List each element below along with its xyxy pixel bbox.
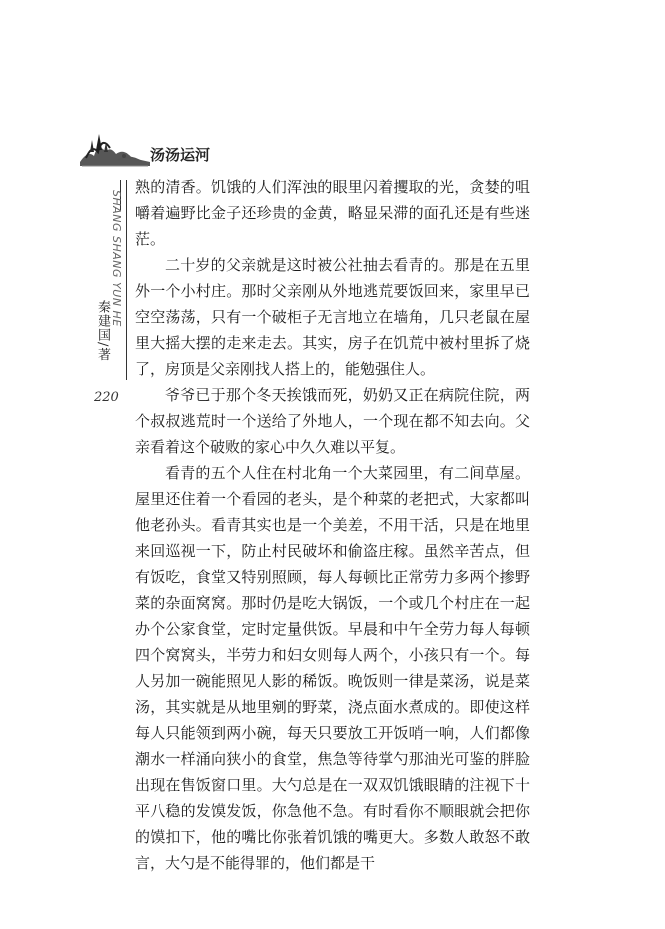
header-ink-landscape-illustration: [80, 122, 150, 170]
paragraph: 二十岁的父亲就是这时被公社抽去看青的。那是在五里外一个小村庄。那时父亲刚从外地逃荒要饭回来，家里早已空空荡荡，只有一个破柜子无言地立在墙角，几只老鼠在屋里大摇大摆的走来走去。其实，房子在饥荒中被村里拆了烧了，房顶是父亲刚找人搭上的，能勉强住人。: [135, 256, 530, 378]
english-running-title: SHANG SHANG YUN HE: [110, 190, 123, 327]
margin-rule: [126, 180, 127, 380]
paragraph: 看青的五个人住在村北角一个大菜园里，有二间草屋。屋里还住着一个看园的老头，是个种菜的老把式，大家都叫他老孙头。看青其实也是一个美差，不用干活，只是在地里来回巡视一下，防止村民破坏和偷盗庄稼。虽然辛苦点，但有饭吃，食堂又特别照顾，每人每顿比正常劳力多两个掺野菜的杂面窝窝。那时仍是吃大锅饭，一个或几个村庄在一起办个公家食堂，定时定量供饭。早晨和中午全劳力每人每顿四个窝窝头，半劳力和妇女则每人两个，小孩只有一个。每人另加一碗能照见人影的稀饭。晚饭则一律是菜汤，说是菜汤，其实就是从地里剜的野菜，浇点面水煮成的。即使这样每人只能领到两小碗，每天只要放工开饭哨一响，人们都像潮水一样涌向狭小的食堂，焦急等待掌勺那油光可鉴的胖脸出现在售饭窗口里。大勺总是在一双双饥饿眼睛的注视下十平八稳的发馍发饭，你急他不急。有时看你不顺眼就会把你的馍扣下，他的嘴比你张着饥饿的嘴更大。多数人敢怒不敢言，大勺是不能得罪的，他们都是干: [135, 464, 530, 872]
body-text: [135, 174, 530, 876]
ink-landscape-icon: [80, 122, 150, 170]
book-title-header: 汤汤运河: [150, 146, 211, 164]
page-number: 220: [94, 390, 119, 405]
paragraph: 爷爷已于那个冬天挨饿而死，奶奶又正在病院住院，两个叔叔逃荒时一个送给了外地人，一个现在都不知去向。父亲看着这个破败的家心中久久难以平复。: [135, 386, 530, 456]
author-credit: 秦建国/著: [95, 300, 110, 362]
paragraph: 熟的清香。饥饿的人们浑浊的眼里闪着攫取的光，贪婪的咀嚼着遍野比金子还珍贵的金黄，略显呆滞的面孔还是有些迷茫。: [135, 178, 530, 248]
